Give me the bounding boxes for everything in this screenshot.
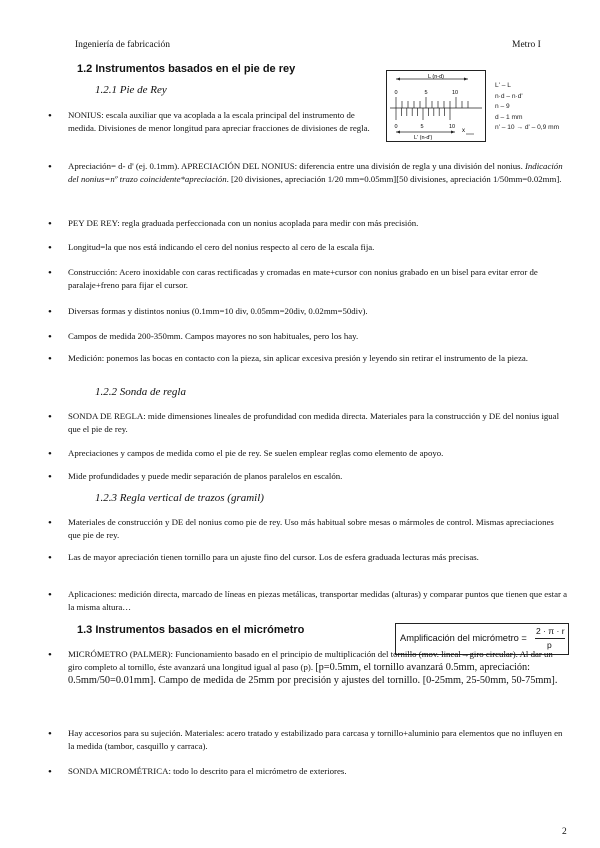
paragraph-accesorios: Hay accesorios para su sujeción. Materiales: acero tratado y estabilizado para carcasa y tornillo+aluminio para elementos que no influyen en la medida (tambor, casquillo y carraca). xyxy=(68,728,563,751)
vernier-scale-figure xyxy=(386,70,486,142)
bullet-marker: • xyxy=(48,110,52,122)
section-heading-1-3: 1.3 Instrumentos basados en el micrómetro xyxy=(77,624,305,636)
bullet-marker: • xyxy=(48,331,52,343)
page-number: 2 xyxy=(562,827,567,837)
legend-line-3: n – 9 xyxy=(495,103,510,110)
paragraph-construccion: Construcción: Acero inoxidable con caras rectificadas y cromadas en mate+cursor con nonius grabado en un bisel para evitar error de paralaje+freno para fijar el cursor. xyxy=(68,267,538,290)
bullet-marker: • xyxy=(48,448,52,460)
formula-denominator: p xyxy=(547,640,552,650)
bullet-marker: • xyxy=(48,306,52,318)
paragraph-medicion: Medición: ponemos las bocas en contacto con la pieza, sin aplicar excesiva presión y leyendo sin retirar el instrumento de la pieza. xyxy=(68,353,528,363)
nonius-number-10: 10 xyxy=(449,124,456,130)
scale-number-10: 10 xyxy=(452,90,459,96)
paragraph-mayor-apreciacion: Las de mayor apreciación tienen tornillo para un ajuste fino del cursor. Los de esfera graduada lecturas más precisas. xyxy=(68,552,479,562)
bullet-marker: • xyxy=(48,766,52,778)
running-header-chapter: Metro I xyxy=(512,40,541,50)
subsection-heading-1-2-1: 1.2.1 Pie de Rey xyxy=(95,84,167,96)
micrometro-principle-text: MICRÓMETRO (PALMER): Funcionamiento basado en el principio de multiplicación del tornillo (mov. lineal→giro circular). Al dar un giro completo al tornillo, éste avanzará una longitud igual al paso (p). xyxy=(68,649,553,672)
paragraph-nonius: NONIUS: escala auxiliar que va acoplada a la escala principal del instrumento de medida. Divisiones de menor longitud para apreciar fracciones de divisiones de regla. xyxy=(68,110,370,133)
bullet-marker: • xyxy=(48,411,52,423)
subsection-heading-1-2-2: 1.2.2 Sonda de regla xyxy=(95,386,186,398)
paragraph-apreciacion xyxy=(68,160,568,186)
bullet-marker: • xyxy=(48,353,52,365)
paragraph-longitud: Longitud=la que nos está indicando el cero del nonius respecto al cero de la escala fija. xyxy=(68,242,375,252)
x-marker: x xyxy=(462,128,465,134)
legend-line-4: d – 1 mm xyxy=(495,113,523,121)
bullet-marker: • xyxy=(48,218,52,230)
bullet-marker: • xyxy=(48,517,52,529)
legend-line-5: n' – 10 → d' – 0,9 mm xyxy=(495,124,560,131)
paragraph-campos-medida: Campos de medida 200-350mm. Campos mayores no son habituales, pero los hay. xyxy=(68,331,359,341)
vernier-legend xyxy=(495,81,559,134)
nonius-number-5: 5 xyxy=(420,124,424,130)
bullet-marker: • xyxy=(48,161,52,173)
formula-fraction-bar xyxy=(535,638,565,639)
bullet-marker: • xyxy=(48,552,52,564)
scale-number-0: 0 xyxy=(394,90,398,96)
bullet-marker: • xyxy=(48,649,52,661)
bullet-marker: • xyxy=(48,728,52,740)
nonius-number-0: 0 xyxy=(394,124,398,130)
divisiones-text: . [20 divisiones, apreciación 1/20 mm=0.05mm][50 divisiones, apreciación 1/50mm=0.02mm]. xyxy=(226,174,562,184)
indicacion-formula: Indicación del nonius=nº trazo coincidente*apreciación xyxy=(68,161,563,184)
bullet-marker: • xyxy=(48,589,52,601)
paragraph-materiales-gramil: Materiales de construcción y DE del nonius como pie de rey. Uso más habitual sobre mesas o mármoles de control. Mismas apreciaciones que pie de rey. xyxy=(68,517,554,540)
legend-line-1: L' – L xyxy=(495,82,511,89)
apreciacion-text: Apreciación= d- d' (ej. 0.1mm). APRECIACIÓN DEL NONIUS: diferencia entre una división de regla y una división del nonius. xyxy=(68,161,525,171)
legend-line-2: n·d – n·d' xyxy=(495,92,523,100)
scale-number-5: 5 xyxy=(424,90,428,96)
paragraph-aplicaciones: Aplicaciones: medición directa, marcado de líneas en piezas metálicas, transportar medidas (alturas) y comparar puntos que tienen que estar a la misma altura… xyxy=(68,589,568,612)
top-dimension-label: L (n-d) xyxy=(428,74,444,80)
section-heading-1-2: 1.2 Instrumentos basados en el pie de rey xyxy=(77,63,296,75)
paragraph-diversas-formas: Diversas formas y distintos nonius (0.1mm=10 div, 0.05mm=20div, 0.02mm=50div). xyxy=(68,306,368,316)
paragraph-mide-profundidades: Mide profundidades y puede medir separación de planos paralelos en escalón. xyxy=(68,471,343,481)
bullet-marker: • xyxy=(48,242,52,254)
bullet-marker: • xyxy=(48,267,52,279)
bullet-marker: • xyxy=(48,471,52,483)
paragraph-pie-de-rey: PEY DE REY: regla graduada perfeccionada con un nonius acoplada para medir con más precisión. xyxy=(68,218,419,228)
paragraph-micrometro xyxy=(68,648,568,687)
formula-numerator: 2 · π · r xyxy=(536,626,565,636)
paragraph-sonda-regla: SONDA DE REGLA: mide dimensiones lineales de profundidad con medida directa. Materiales para la construcción y DE del nonius igual que el pie de rey. xyxy=(68,411,560,434)
micrometro-example-text: [p=0.5mm, el tornillo avanzará 0.5mm, apreciación: 0.5mm/50=0.01mm]. Campo de medida de 25mm por precisión y ajustes del tornillo. [0-25mm, 25-50mm, 50-75mm]. xyxy=(68,662,558,686)
running-header-title: Ingeniería de fabricación xyxy=(75,40,170,50)
paragraph-apreciaciones-campos: Apreciaciones y campos de medida como el pie de rey. Se suelen emplear reglas como elemento de apoyo. xyxy=(68,448,444,458)
subsection-heading-1-2-3: 1.2.3 Regla vertical de trazos (gramil) xyxy=(95,492,264,504)
paragraph-sonda-micrometrica: SONDA MICROMÉTRICA: todo lo descrito para el micrómetro de exteriores. xyxy=(68,766,347,776)
formula-lhs: Amplificación del micrómetro = xyxy=(400,633,527,643)
bottom-dimension-label: L' (n-d') xyxy=(414,135,433,141)
